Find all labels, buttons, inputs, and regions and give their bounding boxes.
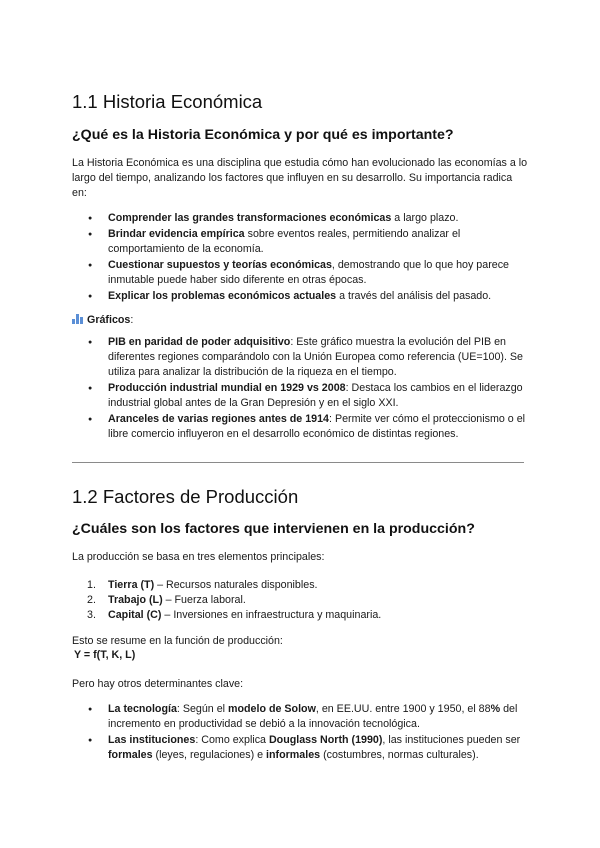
charts-heading: Gráficos: xyxy=(72,313,528,328)
production-formula: Y = f(T, K, L) xyxy=(74,649,136,661)
summary-text: Esto se resume en la función de producción: xyxy=(72,635,283,647)
intro-paragraph: La Historia Económica es una disciplina que estudia cómo han evolucionado las economías a lo largo del tiempo, analizando los factores que influyen en su desarrollo. Su importancia radica en: xyxy=(72,157,528,199)
bar-chart-icon xyxy=(72,313,83,324)
list-item: ● Comprender las grandes transformaciones económicas a largo plazo. xyxy=(72,211,528,226)
list-item: ● Cuestionar supuestos y teorías económicas, demostrando que lo que hoy parece inmutable puede haber sido diferente en otras épocas. xyxy=(72,258,528,288)
section-subtitle-factores: ¿Cuáles son los factores que intervienen en la producción? xyxy=(72,521,475,537)
importance-list xyxy=(72,211,528,304)
factors-intro: La producción se basa en tres elementos principales: xyxy=(72,551,325,563)
list-item: 1. Tierra (T) – Recursos naturales disponibles. xyxy=(87,579,318,591)
section-title-historia: 1.1 Historia Económica xyxy=(72,91,263,112)
other-determinants-intro: Pero hay otros determinantes clave: xyxy=(72,678,244,690)
list-item: 3. Capital (C) – Inversiones en infraestructura y maquinaria. xyxy=(87,609,382,621)
charts-list xyxy=(72,335,528,442)
list-item: ● Las instituciones: Como explica Douglass North (1990), las instituciones pueden ser formales (leyes, regulaciones) e informales (costumbres, normas culturales). xyxy=(72,733,528,763)
list-item: 2. Trabajo (L) – Fuerza laboral. xyxy=(87,594,246,606)
list-item: ● PIB en paridad de poder adquisitivo: Este gráfico muestra la evolución del PIB en diferentes regiones comparándolo con la Unión Europea como referencia (UE=100). Se utiliza para analizar la distribución de la riqueza en el tiempo. xyxy=(72,335,528,380)
section-divider xyxy=(72,462,524,463)
list-item: ● Producción industrial mundial en 1929 vs 2008: Destaca los cambios en el liderazgo industrial global antes de la Gran Depresión y en el siglo XXI. xyxy=(72,381,528,411)
list-item: ● La tecnología: Según el modelo de Solow, en EE.UU. entre 1900 y 1950, el 88% del incremento en productividad se debió a la innovación tecnológica. xyxy=(72,702,528,732)
list-item: ● Explicar los problemas económicos actuales a través del análisis del pasado. xyxy=(72,289,528,304)
section-title-factores: 1.2 Factores de Producción xyxy=(72,486,299,507)
list-item: ● Aranceles de varias regiones antes de 1914: Permite ver cómo el proteccionismo o el libre comercio influyeron en el desarrollo económico de distintas regiones. xyxy=(72,412,528,442)
list-item: ● Brindar evidencia empírica sobre eventos reales, permitiendo analizar el comportamiento de la economía. xyxy=(72,227,528,257)
factors-list xyxy=(72,578,528,623)
section-subtitle-historia: ¿Qué es la Historia Económica y por qué es importante? xyxy=(72,127,454,143)
determinants-list xyxy=(72,702,528,763)
